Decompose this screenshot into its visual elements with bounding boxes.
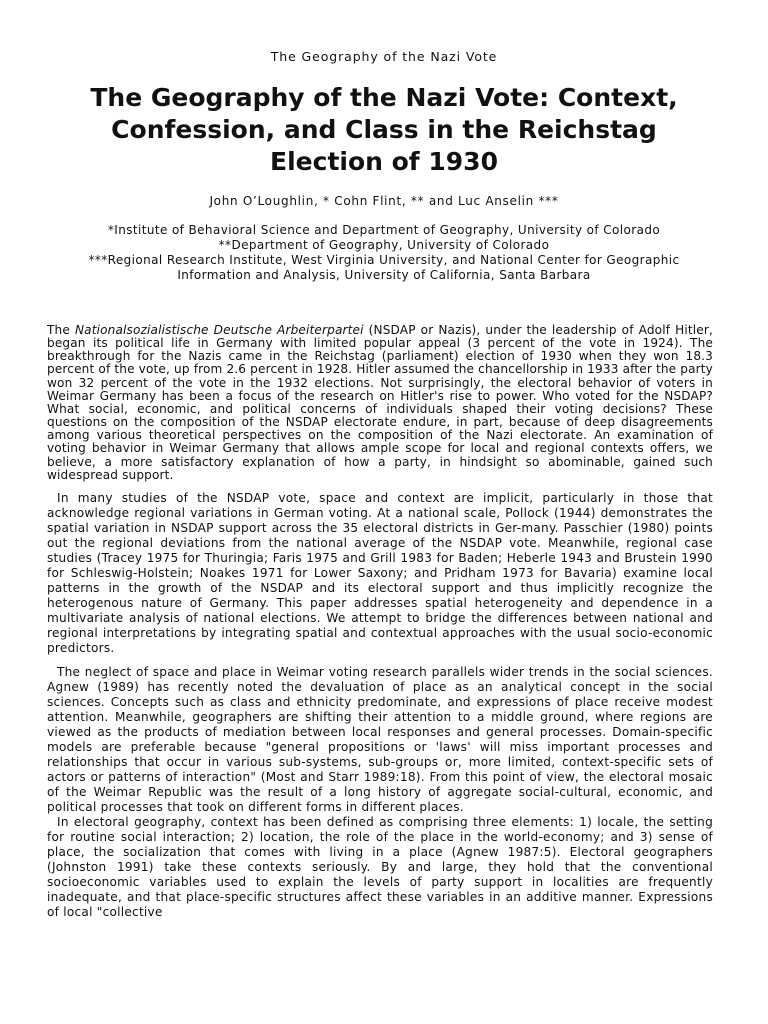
affiliations: [60, 223, 708, 283]
affiliation-line: Information and Analysis, University of California, Santa Barbara: [177, 268, 591, 282]
affiliation-line: **Department of Geography, University of Colorado: [218, 238, 550, 252]
paper-title: The Geography of the Nazi Vote: Context, Confession, and Class in the Reichstag Election of 1930: [90, 83, 678, 176]
paragraph: In electoral geography, context has been defined as comprising three elements: 1) locale, the setting for routine social interaction; 2) location, the role of the place in the world-economy; and 3) sense of place, the socialization that comes with living in a place (Agnew 1987:5). Electoral geographers (Johnston 1991) take these contexts seriously. By and large, they hold that the conventional socioeconomic variables used to explain the levels of party support in localities are frequently inadequate, and that place-specific structures affect these variables in an additive manner. Expressions of local "collective: [47, 814, 713, 919]
author-line: John O’Loughlin, * Cohn Flint, ** and Luc Anselin ***: [209, 194, 559, 208]
party-name-italic: Nationalsozialistische Deutsche Arbeiterpartei: [74, 323, 364, 337]
paragraph-intro: [47, 324, 713, 482]
paragraph-text: (NSDAP or Nazis), under the leadership of Adolf Hitler, began its political life in Germany with limited popular appeal (3 percent of the vote in 1924). The breakthrough for the Nazis came in the Reichstag (parliament) election of 1930 when they won 18.3 percent of the vote, up from 2.6 percent in 1928. Hitler assumed the chancellorship in 1933 after the party won 32 percent of the vote in the 1932 elections. Not surprisingly, the electoral behavior of voters in Weimar Germany has been a focus of the research on Hitler's rise to power. Who voted for the NSDAP? What social, economic, and political concerns of individuals shaped their voting decisions? These questions on the composition of the NSDAP electorate endure, in part, because of deep disagreements among various theoretical perspectives on the composition of the Nazi electorate. An examination of voting behavior in Weimar Germany that allows ample scope for local and regional contexts offers, we believe, a more satisfactory explanation of how a party, in hindsight so abominable, gained such widespread support.: [47, 323, 713, 482]
affiliation-line: ***Regional Research Institute, West Virginia University, and National Center for Geographic: [88, 253, 680, 267]
running-head: The Geography of the Nazi Vote: [270, 49, 498, 64]
paragraph: The neglect of space and place in Weimar voting research parallels wider trends in the social sciences. Agnew (1989) has recently noted the devaluation of place as an analytical concept in the social sciences. Concepts such as class and ethnicity predominate, and expressions of place receive modest attention. Meanwhile, geographers are shifting their attention to a middle ground, where regions are viewed as the products of mediation between local responses and general processes. Domain-specific models are preferable because "general propositions or 'laws' will miss important processes and relationships that occur in various sub-systems, sub-groups or, more limited, context-specific sets of actors or patterns of interaction" (Most and Starr 1989:18). From this point of view, the electoral mosaic of the Weimar Republic was the result of a long history of aggregate social-cultural, economic, and political processes that took on different forms in different places.: [47, 664, 713, 814]
affiliation-line: *Institute of Behavioral Science and Department of Geography, University of Colorado: [107, 223, 661, 237]
paragraph: In many studies of the NSDAP vote, space and context are implicit, particularly in those that acknowledge regional variations in German voting. At a national scale, Pollock (1944) demonstrates the spatial variation in NSDAP support across the 35 electoral districts in Ger-many. Passchier (1980) points out the regional deviations from the national average of the NSDAP vote. Meanwhile, regional case studies (Tracey 1975 for Thuringia; Faris 1975 and Grill 1983 for Baden; Heberle 1943 and Brustein 1990 for Schleswig-Holstein; Noakes 1971 for Lower Saxony; and Pridham 1973 for Bavaria) examine local patterns in the growth of the NSDAP and its electoral support and thus implicitly recognize the heterogenous nature of Germany. This paper addresses spatial heterogeneity and dependence in a multivariate analysis of national elections. We attempt to bridge the differences between national and regional interpretations by integrating spatial and contextual approaches with the usual socio-economic predictors.: [47, 490, 713, 655]
body-text: [47, 324, 713, 920]
paragraph-lead: The: [47, 323, 70, 337]
